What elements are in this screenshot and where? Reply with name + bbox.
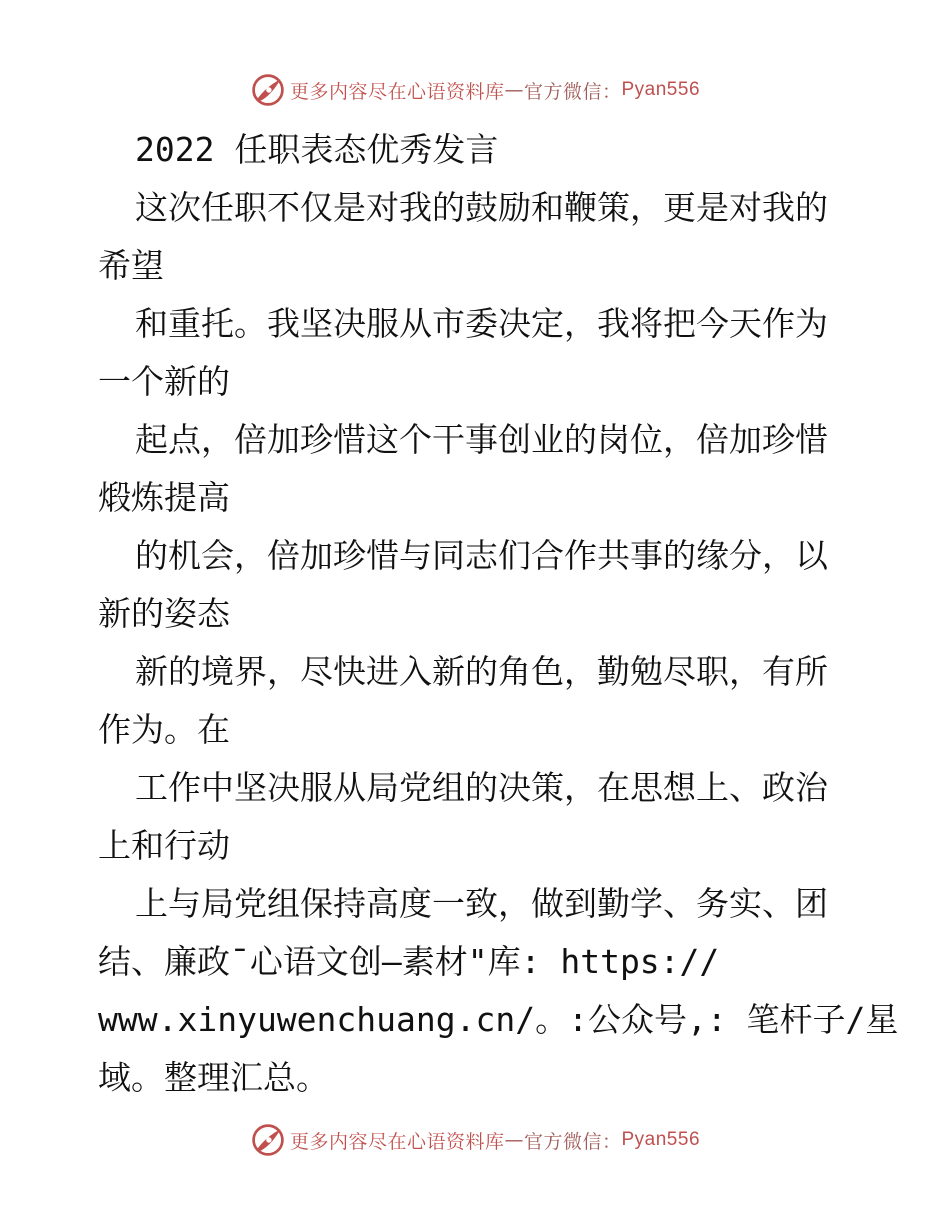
document-body <box>98 121 899 1107</box>
paragraph-line: 上和行动 <box>98 826 230 865</box>
paragraph-line: 作为。在 <box>98 710 230 749</box>
paragraph-line: 一个新的 <box>98 362 230 401</box>
watermark-main-text: 更多内容尽在心语资料库 <box>289 80 505 103</box>
paragraph-line: 新的姿态 <box>98 594 230 633</box>
paragraph-line: 域。整理汇总。 <box>98 1058 329 1097</box>
footer-watermark <box>0 1120 950 1160</box>
paragraph-line: www.xinyuwenchuang.cn/。:公众号,: 笔杆子/星 <box>98 1000 899 1039</box>
watermark-account: Pyan556 <box>621 1129 701 1150</box>
paragraph-line: 结、廉政¯心语文创—素材"库: https:// <box>98 942 720 981</box>
header-watermark <box>0 70 950 110</box>
paragraph-line: 工作中坚决服从局党组的决策，在思想上、政治 <box>135 768 828 807</box>
watermark-dash: — <box>504 79 524 101</box>
watermark-main-text: 更多内容尽在心语资料库 <box>289 1130 505 1153</box>
pen-nib-logo-icon <box>250 72 286 108</box>
watermark-label: 官方微信： <box>523 1130 622 1153</box>
paragraph-line: 煅炼提高 <box>98 478 230 517</box>
watermark-label: 官方微信： <box>523 80 622 103</box>
watermark-account: Pyan556 <box>621 79 701 100</box>
paragraph-line: 上与局党组保持高度一致，做到勤学、务实、团 <box>135 884 828 923</box>
paragraph-line: 希望 <box>98 246 164 285</box>
paragraph-line: 新的境界，尽快进入新的角色，勤勉尽职，有所 <box>135 652 828 691</box>
document-title: 2022 任职表态优秀发言 <box>135 130 499 169</box>
pen-nib-logo-icon <box>250 1122 286 1158</box>
watermark-dash: — <box>504 1129 524 1151</box>
paragraph-line: 这次任职不仅是对我的鼓励和鞭策，更是对我的 <box>135 188 828 227</box>
paragraph-line: 起点，倍加珍惜这个干事创业的岗位，倍加珍惜 <box>135 420 828 459</box>
paragraph-line: 的机会，倍加珍惜与同志们合作共事的缘分，以 <box>135 536 828 575</box>
paragraph-line: 和重托。我坚决服从市委决定，我将把今天作为 <box>135 304 828 343</box>
